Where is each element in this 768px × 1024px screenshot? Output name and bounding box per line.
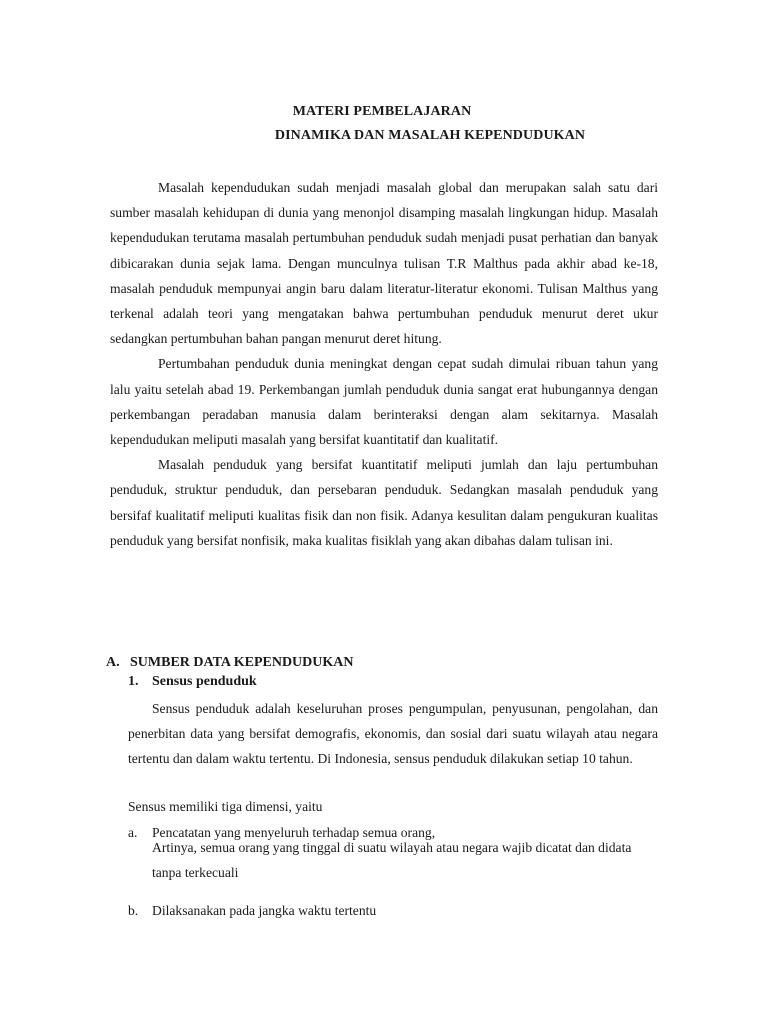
- section-a-title: SUMBER DATA KEPENDUDUKAN: [130, 655, 354, 670]
- list-item-detail: Artinya, semua orang yang tinggal di suatu wilayah atau negara wajib dicatat dan didata tanpa terkecuali: [152, 840, 632, 881]
- list-item-text: Dilaksanakan pada jangka waktu tertentu: [152, 903, 377, 918]
- document-title: MATERI PEMBELAJARAN: [292, 104, 472, 119]
- subsection-1-title: Sensus penduduk: [152, 674, 257, 689]
- list-marker: a.: [128, 825, 138, 840]
- section-a-marker: A.: [106, 655, 120, 670]
- subsection-1-heading: [128, 674, 257, 690]
- census-paragraph: Sensus penduduk adalah keseluruhan proses pengumpulan, penyusunan, pengolahan, dan penerbitan data yang bersifat demografis, ekonomis, dan sosial dari suatu wilayah atau negara tertentu dan dalam waktu tertentu. Di Indonesia, sensus penduduk dilakukan setiap 10 tahun.: [128, 701, 658, 767]
- list-marker: b.: [128, 903, 139, 918]
- subsection-1-marker: 1.: [128, 674, 139, 689]
- document-subtitle: DINAMIKA DAN MASALAH KEPENDUDUKAN: [274, 128, 586, 143]
- intro-paragraph: Masalah kependudukan sudah menjadi masalah global dan merupakan salah satu dari sumber masalah kehidupan di dunia yang menonjol disamping masalah lingkungan hidup. Masalah kependudukan terutama masalah pertumbuhan penduduk sudah menjadi pusat perhatian dan banyak dibicarakan dunia sejak lama. Dengan munculnya tulisan T.R Malthus pada akhir abad ke-18, masalah penduduk mempunyai angin baru dalam literatur-literatur ekonomi. Tulisan Malthus yang terkenal adalah teori yang mengatakan bahwa pertumbuhan penduduk menurut deret ukur sedangkan pertumbuhan bahan pangan menurut deret hitung.: [110, 180, 658, 347]
- census-body: [128, 696, 658, 772]
- section-a-heading: [106, 655, 354, 671]
- list-item: [128, 825, 658, 885]
- list-item-text: Pencatatan yang menyeluruh terhadap semua orang,: [152, 825, 436, 840]
- list-item: [128, 903, 658, 919]
- intro-body: [110, 175, 658, 553]
- census-dimensions-intro: Sensus memiliki tiga dimensi, yaitu: [128, 799, 323, 814]
- intro-paragraph: Masalah penduduk yang bersifat kuantitatif meliputi jumlah dan laju pertumbuhan penduduk, struktur penduduk, dan persebaran penduduk. Sedangkan masalah penduduk yang bersifaf kualitatif meliputi kualitas fisik dan non fisik. Adanya kesulitan dalam pengukuran kualitas penduduk yang bersifat nonfisik, maka kualitas fisiklah yang akan dibahas dalam tulisan ini.: [110, 457, 658, 548]
- intro-paragraph: Pertumbahan penduduk dunia meningkat dengan cepat sudah dimulai ribuan tahun yang lalu yaitu setelah abad 19. Perkembangan jumlah penduduk dunia sangat erat hubungannya dengan perkembangan peradaban manusia dalam berinteraksi dengan alam sekitarnya. Masalah kependudukan meliputi masalah yang bersifat kuantitatif dan kualitatif.: [110, 356, 658, 448]
